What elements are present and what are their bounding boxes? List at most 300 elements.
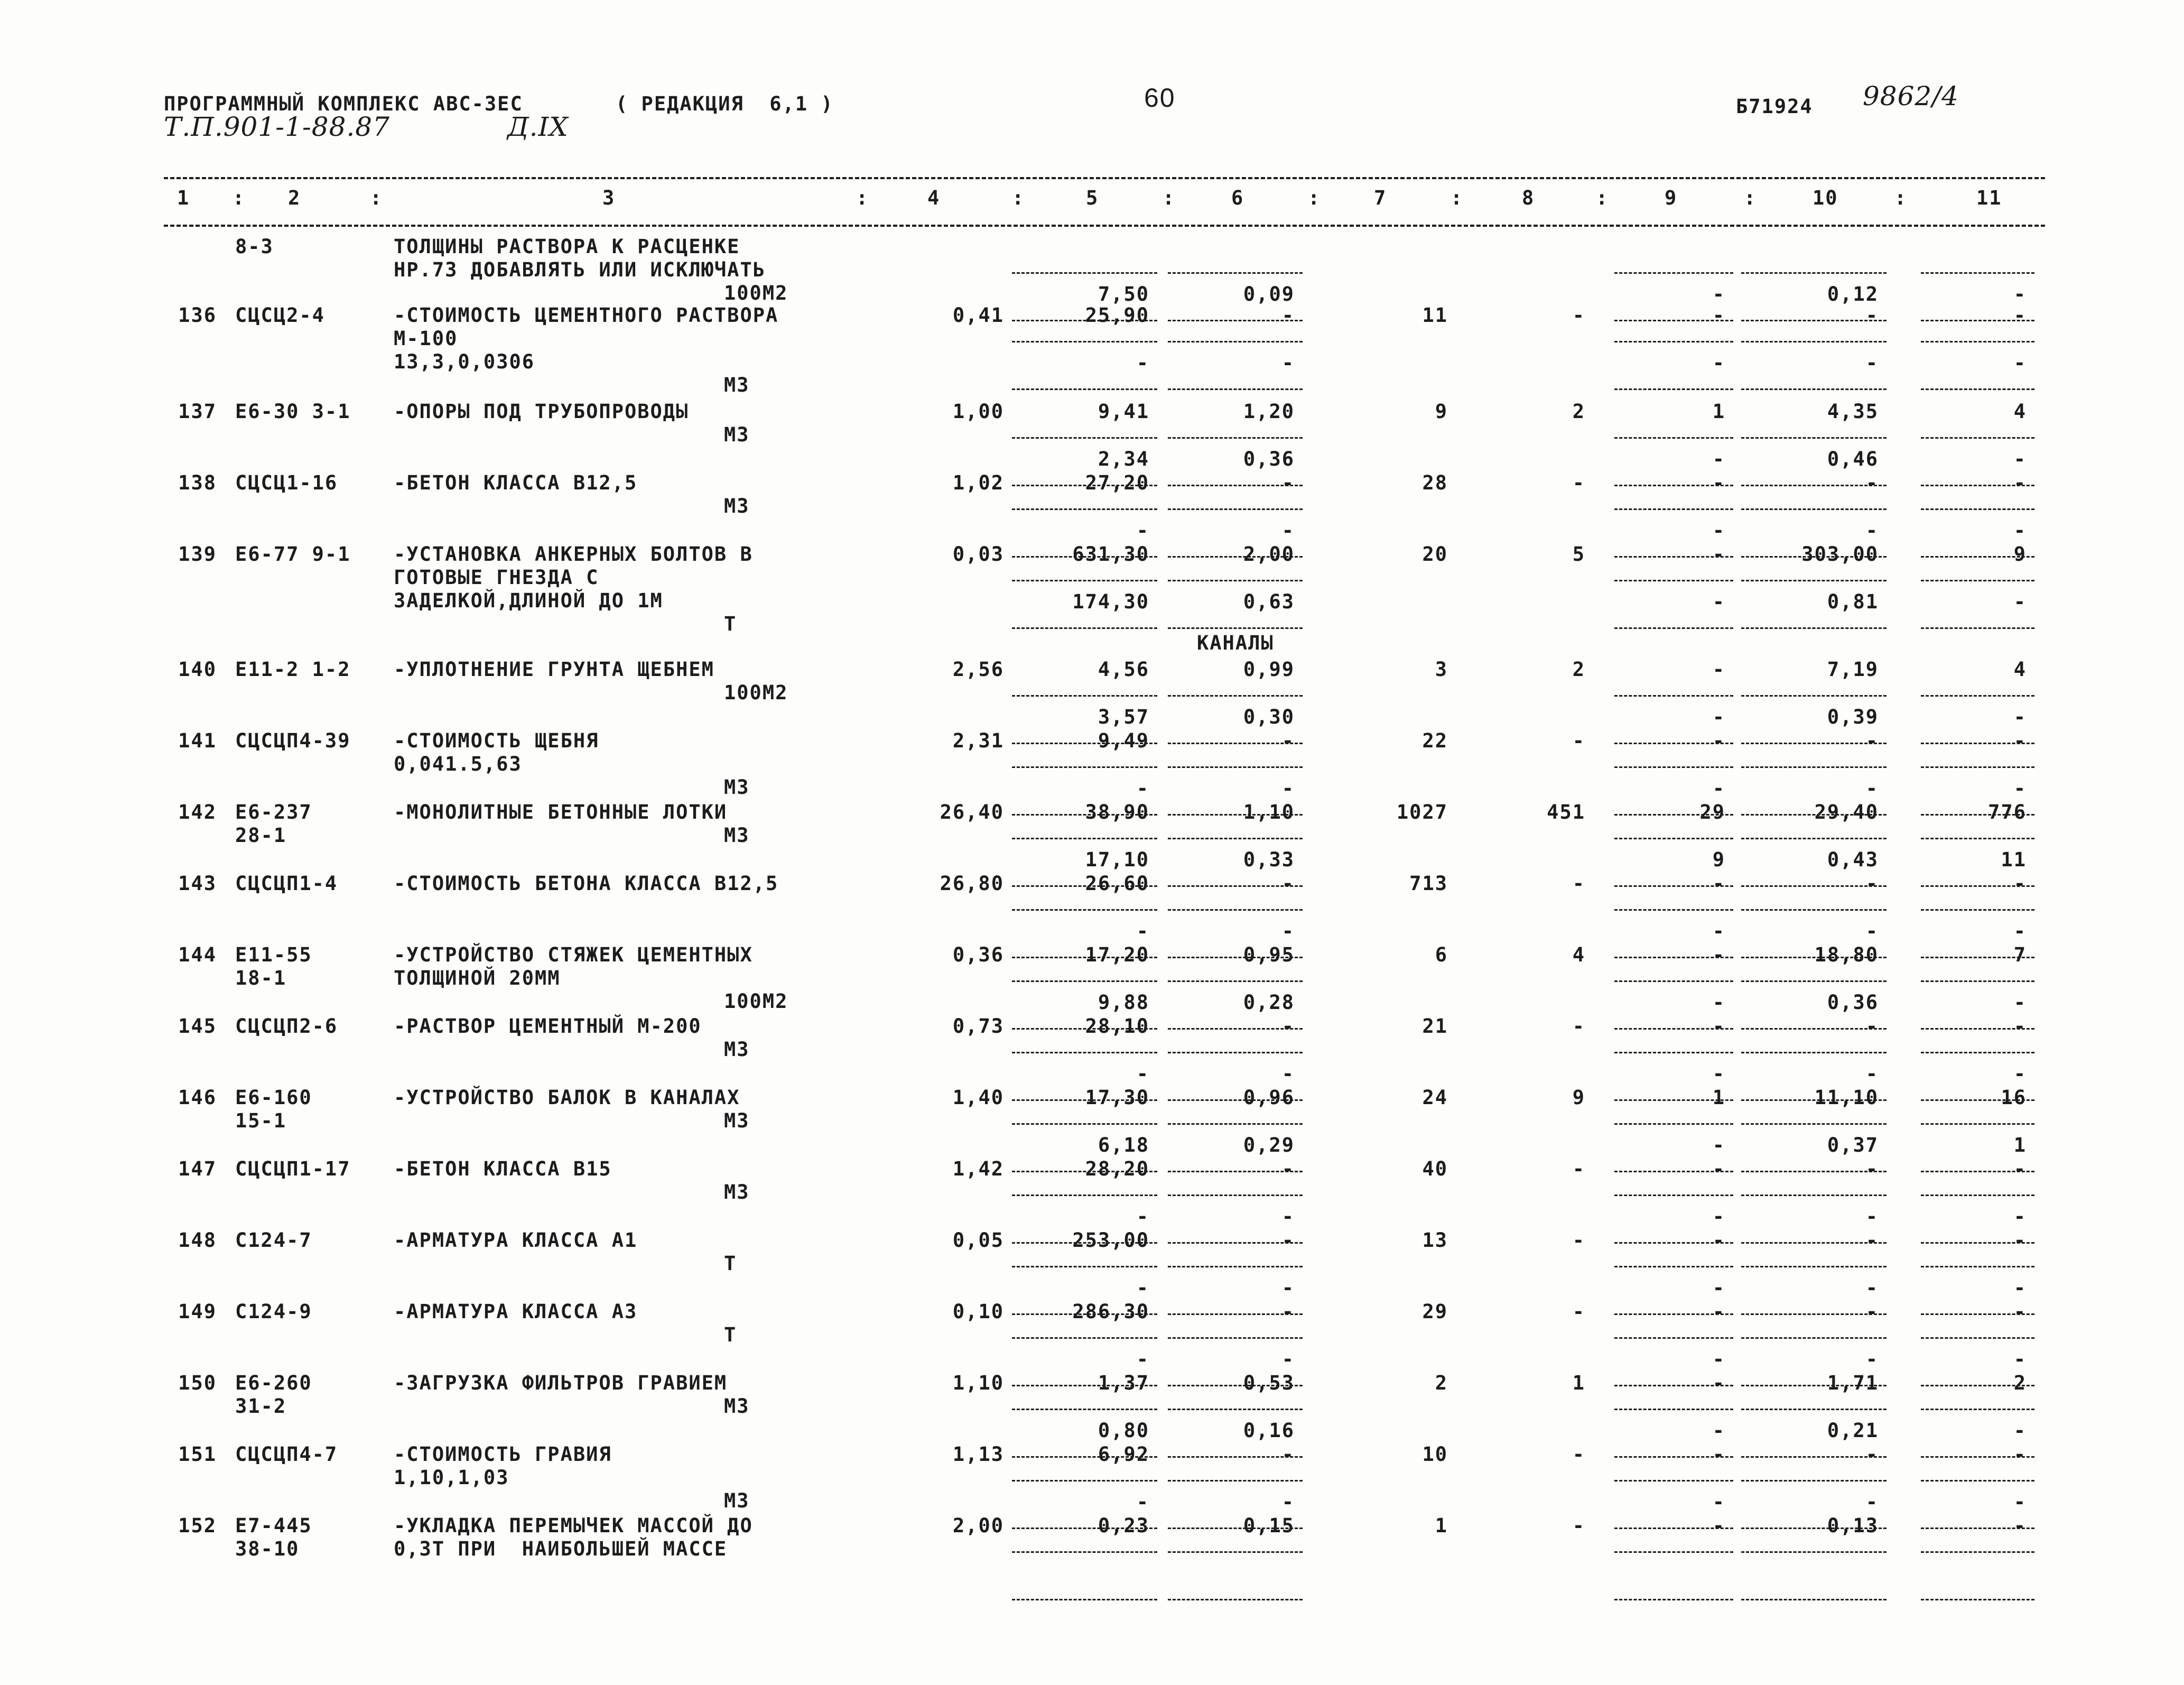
- col10-sub-value: -: [1865, 1062, 1879, 1085]
- col5-underline: [1012, 508, 1157, 510]
- col9-value: 29: [1699, 801, 1725, 823]
- col6-value: 0,15: [1243, 1514, 1295, 1537]
- col5-underline: [1012, 766, 1157, 768]
- col11-value: -: [2013, 872, 2027, 895]
- col5-value: 17,30: [1085, 1086, 1149, 1109]
- col10-sub-value: 0,39: [1827, 706, 1879, 728]
- col6-sub-value: -: [1281, 1205, 1295, 1228]
- col7-value: 21: [1422, 1015, 1448, 1038]
- col11-value: -: [2013, 304, 2027, 327]
- page-number: 60: [1144, 83, 1176, 113]
- col11-value: 4: [2013, 658, 2027, 681]
- col9-sub-value: -: [1712, 590, 1725, 613]
- col6-sub-value: 0,09: [1243, 283, 1295, 305]
- quantity: 1,42: [952, 1158, 1004, 1180]
- col10-underline: [1741, 508, 1886, 510]
- col5-underline: [1012, 1195, 1157, 1196]
- column-header-1: 1: [177, 187, 190, 209]
- description-line: -БЕТОН КЛАССА В15: [394, 1158, 612, 1180]
- col11-sub-value: -: [2013, 351, 2027, 374]
- quantity: 1,02: [952, 471, 1004, 494]
- col5-value: 25,90: [1085, 304, 1149, 327]
- norm-code: С124-7: [235, 1229, 312, 1252]
- col5-sub-value: -: [1136, 351, 1149, 374]
- unit-label: М3: [724, 1489, 750, 1512]
- col7-value: 1027: [1396, 801, 1448, 823]
- col5-underline: [1012, 838, 1157, 839]
- unit-label: Т: [724, 1252, 737, 1275]
- col11-value: 2: [2013, 1372, 2027, 1394]
- col11-underline: [1921, 1052, 2034, 1053]
- col10-underline: [1741, 1052, 1886, 1053]
- col6-sub-value: -: [1281, 519, 1295, 542]
- col11-sub-value: -: [2013, 1490, 2027, 1513]
- col9-sub-value: -: [1712, 1490, 1725, 1513]
- col7-value: 713: [1409, 872, 1448, 895]
- col9-sub-value: -: [1712, 1276, 1725, 1299]
- description-line: -УПЛОТНЕНИЕ ГРУНТА ЩЕБНЕМ: [394, 658, 714, 681]
- col11-sub-value: -: [2013, 1348, 2027, 1371]
- col10-value: 7,19: [1827, 658, 1879, 681]
- description-line: ТОЛЩИНОЙ 20ММ: [394, 967, 561, 989]
- col11-underline: [1921, 695, 2034, 697]
- col10-underline: [1741, 272, 1886, 274]
- handwritten-project-number: Т.П.901-1-88.87: [164, 112, 390, 142]
- col10-value: -: [1865, 471, 1879, 494]
- col11-value: 7: [2013, 943, 2027, 966]
- col5-sub-value: 9,88: [1098, 991, 1149, 1014]
- col10-value: -: [1865, 1443, 1879, 1466]
- col11-value: -: [2013, 1229, 2027, 1252]
- col8-value: 5: [1572, 543, 1585, 566]
- col6-underline: [1168, 1480, 1303, 1482]
- col5-underline: [1012, 1480, 1157, 1482]
- row-number: 146: [178, 1086, 217, 1109]
- col10-sub-value: -: [1865, 519, 1879, 542]
- col11-sub-value: -: [2013, 706, 2027, 728]
- col10-sub-value: 0,81: [1827, 590, 1879, 613]
- quantity: 0,41: [952, 304, 1004, 327]
- col11-value: -: [2013, 1443, 2027, 1466]
- col6-value: -: [1281, 872, 1295, 895]
- col10-underline: [1741, 980, 1886, 982]
- description-line: 1,10,1,03: [394, 1466, 509, 1489]
- col7-value: 22: [1422, 729, 1448, 752]
- row-number: 147: [178, 1158, 217, 1180]
- col5-underline: [1012, 341, 1157, 342]
- col5-value: 1,37: [1098, 1372, 1149, 1394]
- col7-value: 3: [1435, 658, 1448, 681]
- col11-underline: [1921, 909, 2034, 911]
- col10-value: 0,13: [1827, 1514, 1879, 1537]
- col5-sub-value: -: [1136, 1490, 1149, 1513]
- col6-sub-value: 0,33: [1243, 848, 1295, 871]
- col6-underline: [1168, 437, 1303, 439]
- col6-underline: [1168, 341, 1303, 342]
- norm-code: Е7-445 38-10: [235, 1514, 325, 1560]
- col5-underline: [1012, 980, 1157, 982]
- section-note: КАНАЛЫ: [1197, 632, 1274, 654]
- column-separator: :: [1012, 187, 1025, 209]
- col6-sub-value: 0,29: [1243, 1134, 1295, 1156]
- norm-code: 8-3: [235, 235, 274, 258]
- col10-sub-value: -: [1865, 351, 1879, 374]
- column-separator: :: [856, 187, 869, 209]
- description-line: ТОЛЩИНЫ РАСТВОРА К РАСЦЕНКЕ: [394, 235, 740, 258]
- col5-sub-value: 174,30: [1072, 590, 1149, 613]
- unit-label: М3: [724, 374, 750, 396]
- quantity: 1,40: [952, 1086, 1004, 1109]
- col6-value: -: [1281, 1300, 1295, 1323]
- col9-sub-value: 9: [1712, 848, 1725, 871]
- description-line: -АРМАТУРА КЛАССА А3: [394, 1300, 638, 1323]
- col6-sub-value: -: [1281, 1490, 1295, 1513]
- col5-sub-value: -: [1136, 920, 1149, 942]
- col5-underline: [1012, 695, 1157, 697]
- col11-sub-value: -: [2013, 519, 2027, 542]
- col6-underline: [1168, 1123, 1303, 1125]
- col9-sub-value: -: [1712, 1134, 1725, 1156]
- quantity: 2,56: [952, 658, 1004, 681]
- col10-value: 11,10: [1814, 1086, 1879, 1109]
- quantity: 1,10: [952, 1372, 1004, 1394]
- col11-underline: [1921, 508, 2034, 510]
- col5-sub-value: -: [1136, 1276, 1149, 1299]
- col11-underline: [1921, 766, 2034, 768]
- unit-label: М3: [724, 776, 750, 799]
- col6-sub-value: -: [1281, 1276, 1295, 1299]
- col10-sub-value: -: [1865, 1490, 1879, 1513]
- col9-underline: [1614, 1123, 1733, 1125]
- col5-sub-value: -: [1136, 1348, 1149, 1371]
- col9-underline: [1614, 1266, 1733, 1267]
- col10-underline: [1741, 1266, 1886, 1267]
- col9-underline-2: [1614, 388, 1733, 390]
- col5-sub-value: 17,10: [1085, 848, 1149, 871]
- program-title: ПРОГРАММНЫЙ КОМПЛЕКС АВС-ЗЕС: [164, 92, 523, 115]
- col11-value: 16: [2001, 1086, 2027, 1109]
- handwritten-doc-number: 9862/4: [1863, 81, 1959, 112]
- norm-code: СЦСЦ1-16: [235, 471, 338, 494]
- norm-code: Е6-260 31-2: [235, 1372, 325, 1418]
- col10-sub-value: -: [1865, 1276, 1879, 1299]
- row-number: 137: [178, 400, 217, 423]
- col7-value: 10: [1422, 1443, 1448, 1466]
- col10-value: -: [1865, 1158, 1879, 1180]
- col10-value: 29,40: [1814, 801, 1879, 823]
- column-separator: :: [370, 187, 383, 209]
- col7-value: 2: [1435, 1372, 1448, 1394]
- description-line: 0,3Т ПРИ НАИБОЛЬШЕЙ МАССЕ: [394, 1538, 728, 1560]
- col5-underline: [1012, 1052, 1157, 1053]
- col9-underline: [1614, 580, 1733, 581]
- col11-underline: [1921, 1337, 2034, 1339]
- col10-value: 4,35: [1827, 400, 1879, 423]
- col9-sub-value: -: [1712, 1205, 1725, 1228]
- col11-sub-value: -: [2013, 991, 2027, 1014]
- column-separator: :: [1894, 187, 1908, 209]
- row-number: 148: [178, 1229, 217, 1252]
- col10-underline: [1741, 838, 1886, 839]
- column-separator: :: [1308, 187, 1321, 209]
- col10-value: 1,71: [1827, 1372, 1879, 1394]
- col11-underline: [1921, 980, 2034, 982]
- norm-code: СЦСЦП4-39: [235, 729, 351, 752]
- quantity: 0,03: [952, 543, 1004, 566]
- col6-sub-value: -: [1281, 777, 1295, 800]
- norm-code: СЦСЦП2-6: [235, 1015, 338, 1038]
- col10-sub-value: 0,21: [1827, 1419, 1879, 1442]
- norm-code: Е11-55 18-1: [235, 943, 325, 989]
- col6-value: 0,95: [1243, 943, 1295, 966]
- col5-value: 27,20: [1085, 471, 1149, 494]
- col8-value: -: [1572, 729, 1585, 752]
- col11-value: 4: [2013, 400, 2027, 423]
- col9-value: 1: [1712, 400, 1725, 423]
- col10-underline: [1741, 437, 1886, 439]
- col11-sub-value: -: [2013, 1419, 2027, 1442]
- col11-value: -: [2013, 1015, 2027, 1038]
- col11-value: -: [2013, 471, 2027, 494]
- unit-label: Т: [724, 613, 737, 635]
- col10-sub-value: 0,43: [1827, 848, 1879, 871]
- column-separator: :: [233, 187, 246, 209]
- col10-underline: [1741, 341, 1886, 342]
- description-line: М-100: [394, 327, 458, 350]
- col5-value: 17,20: [1085, 943, 1149, 966]
- col5-underline-2: [1012, 388, 1157, 390]
- description-line: ГОТОВЫЕ ГНЕЗДА С: [394, 566, 599, 589]
- col6-underline: [1168, 1052, 1303, 1053]
- col9-value: -: [1712, 658, 1725, 681]
- col6-value: -: [1281, 1015, 1295, 1038]
- col9-underline: [1614, 341, 1733, 342]
- col5-value: 4,56: [1098, 658, 1149, 681]
- col10-underline: [1741, 1123, 1886, 1125]
- col10-value: -: [1865, 1229, 1879, 1252]
- col6-value: -: [1281, 1229, 1295, 1252]
- col6-underline: [1168, 580, 1303, 581]
- col5-underline: [1012, 1123, 1157, 1125]
- col11-sub-value: -: [2013, 283, 2027, 305]
- col5-underline: [1012, 437, 1157, 439]
- row-number: 149: [178, 1300, 217, 1323]
- col9-value: -: [1712, 471, 1725, 494]
- col6-value: 1,20: [1243, 400, 1295, 423]
- col8-value: 451: [1547, 801, 1585, 823]
- col10-underline: [1741, 1195, 1886, 1196]
- col6-value: 1,10: [1243, 801, 1295, 823]
- col11-underline: [1921, 272, 2034, 274]
- description-line: -СТОИМОСТЬ БЕТОНА КЛАССА В12,5: [394, 872, 779, 895]
- col5-underline: [1012, 272, 1157, 274]
- col10-value: -: [1865, 872, 1879, 895]
- col8-value: 2: [1572, 400, 1585, 423]
- col9-sub-value: -: [1712, 351, 1725, 374]
- row-number: 151: [178, 1443, 217, 1466]
- col9-underline: [1614, 508, 1733, 510]
- col11-underline: [1921, 1480, 2034, 1482]
- row-number: 143: [178, 872, 217, 895]
- row-number: 152: [178, 1514, 217, 1537]
- col6-sub-value: 0,28: [1243, 991, 1295, 1014]
- column-header-2: 2: [288, 187, 301, 209]
- col6-underline: [1168, 272, 1303, 274]
- row-number: 145: [178, 1015, 217, 1038]
- col10-sub-value: -: [1865, 777, 1879, 800]
- col8-value: 4: [1572, 943, 1585, 966]
- description-line: -УСТРОЙСТВО БАЛОК В КАНАЛАХ: [394, 1086, 740, 1109]
- col10-underline: [1741, 1551, 1886, 1553]
- col8-value: 1: [1572, 1372, 1585, 1394]
- description-line: -АРМАТУРА КЛАССА А1: [394, 1229, 638, 1252]
- col7-value: 29: [1422, 1300, 1448, 1323]
- col6-value: 0,96: [1243, 1086, 1295, 1109]
- col9-sub-value: -: [1712, 706, 1725, 728]
- row-number: 144: [178, 943, 217, 966]
- col9-value: -: [1712, 1443, 1725, 1466]
- col9-underline: [1614, 1337, 1733, 1339]
- unit-label: Т: [724, 1323, 737, 1346]
- col11-underline: [1921, 1123, 2034, 1125]
- col6-value: 0,99: [1243, 658, 1295, 681]
- col11-sub-value: -: [2013, 777, 2027, 800]
- column-header-5: 5: [1086, 187, 1099, 209]
- col9-value: -: [1712, 1300, 1725, 1323]
- col7-value: 6: [1435, 943, 1448, 966]
- col10-underline-2: [1741, 388, 1886, 390]
- col6-underline: [1168, 695, 1303, 697]
- table-top-rule: [164, 177, 2045, 179]
- row-number: 136: [178, 304, 217, 327]
- row-number: 142: [178, 801, 217, 823]
- col11-sub-value: -: [2013, 1062, 2027, 1085]
- document-code: Б71924: [1736, 95, 1813, 118]
- col5-sub-value: -: [1136, 1062, 1149, 1085]
- col9-sub-value: -: [1712, 920, 1725, 942]
- column-header-7: 7: [1374, 187, 1387, 209]
- col5-value: 0,23: [1098, 1514, 1149, 1537]
- column-separator: :: [1451, 187, 1464, 209]
- col6-underline: [1168, 508, 1303, 510]
- col5-sub-value: -: [1136, 519, 1149, 542]
- description-line: -УКЛАДКА ПЕРЕМЫЧЕК МАССОЙ ДО: [394, 1514, 753, 1537]
- header-bottom-rule: [164, 225, 2045, 227]
- col10-underline: [1741, 695, 1886, 697]
- col8-value: -: [1572, 872, 1585, 895]
- col5-value: 28,10: [1085, 1015, 1149, 1038]
- col11-underline-2: [1921, 388, 2034, 390]
- col11-underline: [1921, 1409, 2034, 1410]
- column-header-8: 8: [1522, 187, 1535, 209]
- column-separator: :: [1596, 187, 1609, 209]
- col10-underline: [1741, 580, 1886, 581]
- col9-underline: [1614, 1052, 1733, 1053]
- col9-value: 1: [1712, 1086, 1725, 1109]
- unit-label: М3: [724, 824, 750, 847]
- col6-sub-value: -: [1281, 351, 1295, 374]
- col9-value: -: [1712, 1015, 1725, 1038]
- col11-underline: [1921, 1551, 2034, 1553]
- col7-value: 11: [1422, 304, 1448, 327]
- col11-value: 776: [1988, 801, 2027, 823]
- col6-underline: [1168, 1409, 1303, 1410]
- col6-underline: [1168, 980, 1303, 982]
- col5-underline: [1012, 1266, 1157, 1267]
- col6-underline-2: [1168, 627, 1303, 629]
- col11-underline: [1921, 1195, 2034, 1196]
- col10-sub-value: 0,37: [1827, 1134, 1879, 1156]
- col6-value: 0,53: [1243, 1372, 1295, 1394]
- unit-label: 100М2: [724, 282, 788, 304]
- col6-sub-value: 0,36: [1243, 448, 1295, 470]
- col9-underline: [1614, 272, 1733, 274]
- description-line: -СТОИМОСТЬ ЦЕМЕНТНОГО РАСТВОРА: [394, 304, 779, 327]
- col8-value: -: [1572, 1229, 1585, 1252]
- col11-underline: [1921, 838, 2034, 839]
- col10-value: -: [1865, 304, 1879, 327]
- col9-value: -: [1712, 304, 1725, 327]
- col5-sub-value: 0,80: [1098, 1419, 1149, 1442]
- unit-label: М3: [724, 1038, 750, 1061]
- description-line: ЗАДЕЛКОЙ,ДЛИНОЙ ДО 1М: [394, 589, 663, 612]
- quantity: 0,36: [952, 943, 1004, 966]
- col10-underline: [1741, 909, 1886, 911]
- col11-sub-value: -: [2013, 448, 2027, 470]
- col9-value: -: [1712, 729, 1725, 752]
- norm-code: Е6-30 3-1: [235, 400, 351, 423]
- column-header-4: 4: [927, 187, 941, 209]
- col9-sub-value: -: [1712, 1419, 1725, 1442]
- col10-underline-2: [1741, 1599, 1886, 1600]
- col5-sub-value: 7,50: [1098, 283, 1149, 305]
- quantity: 26,80: [940, 872, 1004, 895]
- column-header-3: 3: [602, 187, 616, 209]
- description-line: -СТОИМОСТЬ ГРАВИЯ: [394, 1443, 612, 1466]
- col6-value: -: [1281, 729, 1295, 752]
- col10-sub-value: 0,46: [1827, 448, 1879, 470]
- col10-sub-value: 0,12: [1827, 283, 1879, 305]
- col9-underline-2: [1614, 627, 1733, 629]
- col8-value: -: [1572, 1300, 1585, 1323]
- col6-sub-value: -: [1281, 920, 1295, 942]
- col5-underline: [1012, 580, 1157, 581]
- col11-sub-value: 1: [2013, 1134, 2027, 1156]
- col5-value: 9,49: [1098, 729, 1149, 752]
- col9-underline: [1614, 838, 1733, 839]
- col5-value: 9,41: [1098, 400, 1149, 423]
- norm-code: СЦСЦ2-4: [235, 304, 325, 327]
- description-line: -СТОИМОСТЬ ЩЕБНЯ: [394, 729, 599, 752]
- col7-value: 20: [1422, 543, 1448, 566]
- norm-code: СЦСЦП4-7: [235, 1443, 338, 1466]
- col11-value: -: [2013, 729, 2027, 752]
- col6-sub-value: -: [1281, 1062, 1295, 1085]
- col8-value: -: [1572, 1158, 1585, 1180]
- column-separator: :: [1744, 187, 1757, 209]
- col6-value: -: [1281, 1443, 1295, 1466]
- col5-underline: [1012, 1551, 1157, 1553]
- unit-label: 100М2: [724, 681, 788, 704]
- col8-value: 9: [1572, 1086, 1585, 1109]
- unit-label: М3: [724, 1109, 750, 1132]
- col5-value: 631,30: [1072, 543, 1149, 566]
- description-line: -РАСТВОР ЦЕМЕНТНЫЙ М-200: [394, 1015, 702, 1038]
- col9-underline: [1614, 766, 1733, 768]
- col10-sub-value: -: [1865, 1348, 1879, 1371]
- col7-value: 40: [1422, 1158, 1448, 1180]
- col9-value: -: [1712, 1514, 1725, 1537]
